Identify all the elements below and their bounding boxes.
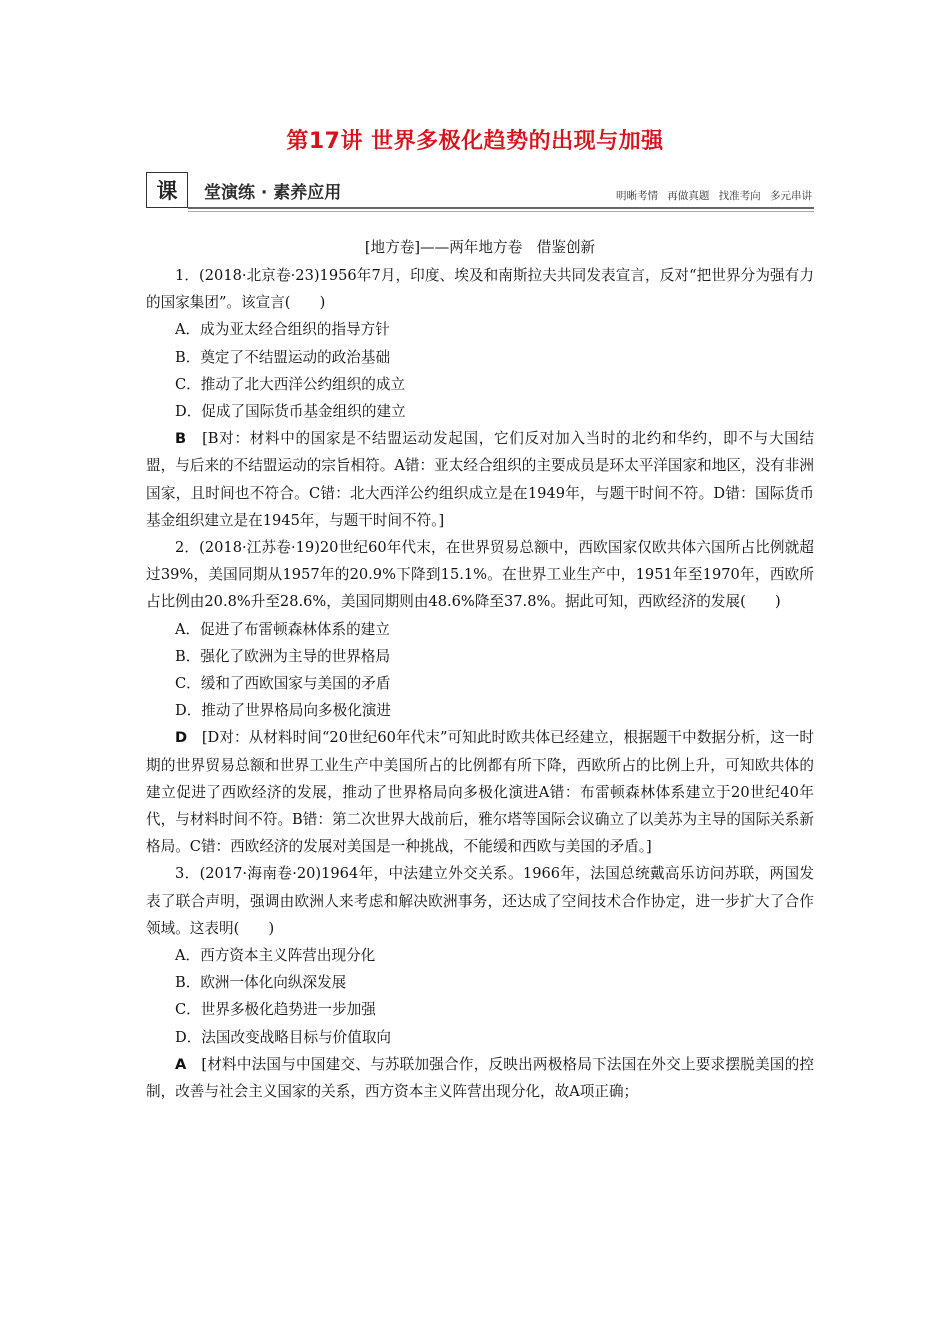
- question-stem: 1．(2018·北京卷·23)1956年7月，印度、埃及和南斯拉夫共同发表宣言，反对“把世界分为强有力的国家集团”。该宣言( ): [146, 267, 814, 312]
- banner-rule-thin: [188, 211, 814, 212]
- question-2: [146, 534, 814, 860]
- banner-char-box: 课: [146, 172, 188, 208]
- answer-letter: D: [175, 729, 188, 747]
- option-a: A．西方资本主义阵营出现分化: [175, 947, 376, 965]
- page-title: 第17讲 世界多极化趋势的出现与加强: [286, 129, 664, 154]
- question-3: [146, 860, 814, 1105]
- explanation-text: [材料中法国与中国建交、与苏联加强合作，反映出两极格局下法国在外交上要求摆脱美国的控制，改善与社会主义国家的关系，西方资本主义阵营出现分化，故A项正确；: [146, 1055, 814, 1101]
- option-d: D．推动了世界格局向多极化演进: [175, 702, 392, 720]
- content-body: [146, 234, 814, 1105]
- option-c: C．缓和了西欧国家与美国的矛盾: [175, 675, 391, 693]
- explanation-text: [D对：从材料时间“20世纪60年代末”可知此时欧共体已经建立，根据题干中数据分析，这一时期的世界贸易总额和世界工业生产中美国所占的比例都有所下降，西欧所占的比例上升，可知欧共体的建立促进了西欧经济的发展，推动了世界格局向多极化演进A错：布雷顿森林体系建立于20世纪40年代，与材料时间不符。B错：第二次世界大战前后，雅尔塔等国际会议确立了以美苏为主导的国际关系新格局。C错：西欧经济的发展对美国是一种挑战，不能缓和西欧与美国的矛盾。]: [146, 729, 814, 856]
- answer-letter: A: [175, 1055, 187, 1073]
- answer-explanation: [146, 1051, 814, 1105]
- question-stem: 3．(2017·海南卷·20)1964年，中法建立外交关系。1966年，法国总统戴高乐访问苏联，两国发表了联合声明，强调由欧洲人来考虑和解决欧洲事务，还达成了空间技术合作协定，进一步扩大了合作领域。这表明( ): [146, 865, 814, 937]
- option-d: D．促成了国际货币基金组织的建立: [175, 403, 406, 421]
- option-b: B．奠定了不结盟运动的政治基础: [175, 348, 391, 366]
- answer-letter: B: [175, 430, 187, 448]
- question-stem: 2．(2018·江苏卷·19)20世纪60年代末，在世界贸易总额中，西欧国家仅欧共体六国所占比例就超过39%，美国同期从1957年的20.9%下降到15.1%。在世界工业生产中，1951年至1970年，西欧所占比例由20.8%升至28.6%，美国同期则由48.6%降至37.8%。据此可知，西欧经济的发展( ): [146, 539, 814, 611]
- section-heading: [地方卷]——两年地方卷 借鉴创新: [364, 239, 596, 256]
- banner-rule: [188, 207, 814, 209]
- answer-explanation: [146, 425, 814, 534]
- banner-tags: 明晰考情 再做真题 找准考向 多元串讲: [615, 190, 812, 202]
- option-b: B．强化了欧洲为主导的世界格局: [175, 647, 391, 665]
- option-d: D．法国改变战略目标与价值取向: [175, 1028, 392, 1046]
- option-a: A．促进了布雷顿森林体系的建立: [175, 620, 390, 638]
- question-1: [146, 262, 814, 534]
- section-banner: [146, 170, 814, 214]
- option-c: C．推动了北大西洋公约组织的成立: [175, 375, 406, 393]
- option-a: A．成为亚太经合组织的指导方针: [175, 321, 390, 339]
- option-b: B．欧洲一体化向纵深发展: [175, 974, 347, 992]
- explanation-text: [B对：材料中的国家是不结盟运动发起国，它们反对加入当时的北约和华约，即不与大国结盟，与后来的不结盟运动的宗旨相符。A错：亚太经合组织的主要成员是环太平洋国家和地区，没有非洲国家，且时间也不符合。C错：北大西洋公约组织成立是在1949年，与题干时间不符。D错：国际货币基金组织建立是在1945年，与题干时间不符。]: [146, 430, 814, 529]
- option-c: C．世界多极化趋势进一步加强: [175, 1001, 376, 1019]
- banner-title: 堂演练 · 素养应用: [204, 183, 342, 203]
- answer-explanation: [146, 724, 814, 860]
